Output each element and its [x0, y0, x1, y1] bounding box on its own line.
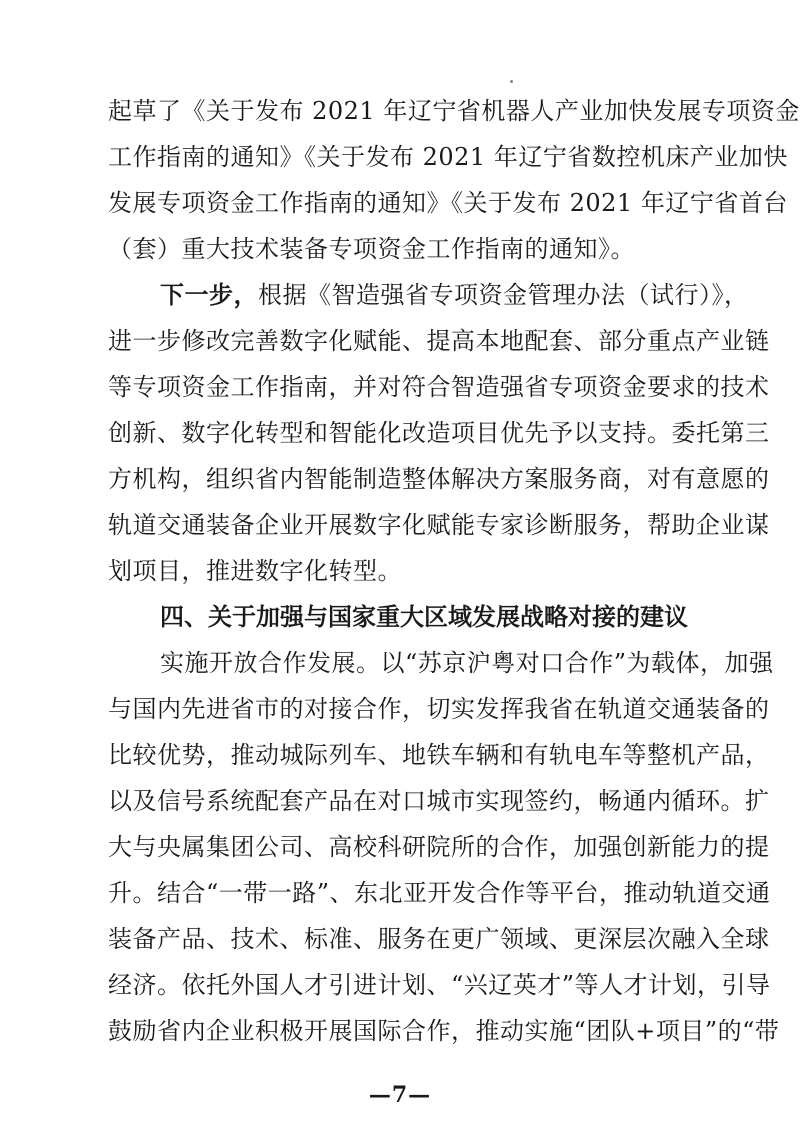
text-line: 比较优势，推动城际列车、地铁车辆和有轨电车等整机产品， [108, 741, 770, 769]
scan-speck [510, 80, 513, 83]
text-line: 经济。依托外国人才引进计划、“兴辽英才”等人才计划，引导 [108, 971, 771, 999]
text-span: 根据《智造强省专项资金管理办法（试行）》， [258, 281, 749, 309]
paragraph-lead: 下一步， [160, 280, 258, 309]
text-line [160, 280, 749, 310]
text-line: 工作指南的通知》《关于发布 2021 年辽宁省数控机床产业加快 [108, 143, 788, 171]
text-line: 与国内先进省市的对接合作，切实发挥我省在轨道交通装备的 [108, 695, 770, 723]
text-line: 以及信号系统配套产品在对口城市实现签约，畅通内循环。扩 [108, 787, 770, 815]
page-number: —7— [368, 1082, 432, 1108]
text-line: （套）重大技术装备专项资金工作指南的通知》。 [108, 235, 635, 263]
text-line: 实施开放合作发展。以“苏京沪粤对口合作”为载体，加强 [160, 649, 774, 677]
text-line: 升。结合“一带一路”、东北亚开发合作等平台，推动轨道交通 [108, 879, 771, 907]
text-line: 大与央属集团公司、高校科研院所的合作，加强创新能力的提 [108, 833, 770, 861]
text-line: 装备产品、技术、标准、服务在更广领域、更深层次融入全球 [108, 925, 770, 953]
text-line: 等专项资金工作指南，并对符合智造强省专项资金要求的技术 [108, 373, 770, 401]
text-line: 方机构，组织省内智能制造整体解决方案服务商，对有意愿的 [108, 465, 770, 493]
text-line: 起草了《关于发布 2021 年辽宁省机器人产业加快发展专项资金 [108, 97, 800, 125]
text-line: 轨道交通装备企业开展数字化赋能专家诊断服务，帮助企业谋 [108, 511, 770, 539]
section-heading: 四、关于加强与国家重大区域发展战略对接的建议 [160, 603, 688, 631]
text-line: 创新、数字化转型和智能化改造项目优先予以支持。委托第三 [108, 419, 770, 447]
text-line: 鼓励省内企业积极开展国际合作，推动实施“团队+项目”的“带 [108, 1017, 780, 1045]
text-line: 进一步修改完善数字化赋能、提高本地配套、部分重点产业链 [108, 327, 770, 355]
text-line: 划项目，推进数字化转型。 [108, 557, 402, 585]
text-line: 发展专项资金工作指南的通知》《关于发布 2021 年辽宁省首台 [108, 189, 788, 217]
